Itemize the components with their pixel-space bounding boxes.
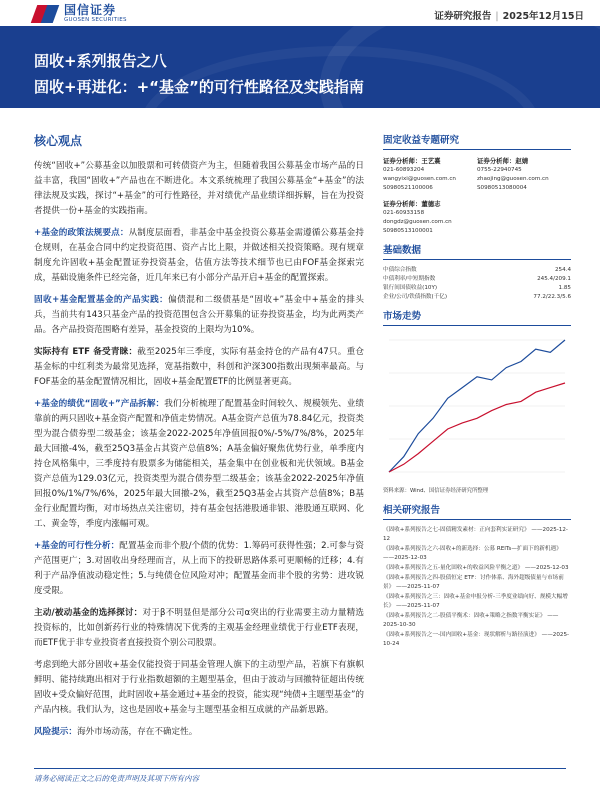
paragraph-intro: 传统“固收+”公募基金以加股票和可转债资产为主，但随着我国公募基金市场产品的日益丰富，我国“固收+”产品也在不断进化。本文系统梳理了我国公募基金“+基金”的法律法规及实践，探讨“+基金”的可行性路径，并对绩优产品业绩详细拆解，旨在为投资者提供一份+基金的实践指南。 — [34, 161, 364, 216]
related-link[interactable]: 《固收+系列报告之一-国内固收+基金：现状解析与路径演进》 ——2025-10-24 — [383, 632, 570, 647]
basic-data-title: 基础数据 — [383, 242, 571, 260]
section-title: 核心观点 — [34, 134, 83, 148]
analyst-email[interactable]: dongdz@guosen.com.cn — [383, 219, 452, 225]
logo-cn: 国信证券 — [64, 3, 117, 18]
paragraph-active-passive: 主动/被动基金的选择探讨：对于β不明显但是部分公司α突出的行业需要主动力量精选投资标的，比如创新药行业的特殊情况下优秀的主观基金经理业绩优于行业ETF表现，而ETF优于非专业投资者直接投资个别公司股票。 — [34, 608, 365, 648]
analyst-name: 证券分析师：董德志 — [383, 200, 441, 208]
footer-divider — [34, 768, 566, 769]
analyst-email[interactable]: zhaojing@guosen.com.cn — [477, 176, 549, 182]
basic-data-table — [383, 266, 571, 302]
title-banner — [0, 26, 600, 108]
paragraph-heading: 风险提示： — [34, 727, 77, 737]
table-row: 企业/公司/铁债指数(千亿) 77.2/22.3/5.6 — [383, 294, 571, 300]
market-trend-chart — [383, 332, 571, 482]
market-trend-title: 市场走势 — [383, 308, 571, 326]
paragraph-products: +基金的绩优“固收+”产品拆解：我们分析梳理了配置基金时间较久、规模领先、业绩靠前的两只固收+基金资产配置和净值走势情况。A基金资产总值为78.84亿元，投资类型为混合债券型二级基金；该基金2022-2025年净值回报0%/-5%/7%/8%，2025年最大回撤-4%，截至25Q3基金占其资产总值8%；A基金偏好聚焦优势行业，单季度内持仓风格集中，三季度持有股票多为储能相关，基金集中在创业板和光伏领域。B基金资产总值为129.03亿元，投资类型为混合债券型二级基金；该基金2022-2025年净值回报0%/1%/7%/6%，2025年最大回撤-2%，截至25Q3基金占其资产总值8%；B基金行业配置均衡，对市场热点关注密切，持有基金包括港股通非银、港股通互联网、化工、黄金等，季度内涨幅可观。 — [34, 399, 364, 529]
table-row: 中债利率/中短期指数 245.4/209.1 — [383, 276, 571, 282]
related-link[interactable]: 《固收+系列报告之二-股债平衡术：固收+策略之指数平衡实证》 ——2025-10-30 — [383, 613, 559, 628]
team-title: 固定收益专题研究 — [383, 132, 571, 150]
table-row: 银行间国债收益(10Y) 1.85 — [383, 285, 571, 291]
report-title: 固收+系列报告之八 — [34, 52, 167, 70]
related-link[interactable]: 《固收+系列报告之六-固收+的新选择：公募 REITs—扩面下的新机遇》 ——2025-12-03 — [383, 546, 562, 561]
table-row: 中债综合指数 254.4 — [383, 267, 571, 273]
analyst-cert: S0980513100001 — [383, 228, 433, 234]
logo-en: GUOSEN SECURITIES — [64, 17, 127, 24]
related-link[interactable]: 《固收+系列报告之五-量化固收+的收益风险平衡之道》 ——2025-12-03 — [383, 565, 569, 571]
analyst-email[interactable]: wangyixi@guosen.com.cn — [383, 176, 456, 182]
paragraph-heading: +基金的可行性分析： — [34, 541, 120, 551]
related-title: 相关研究报告 — [383, 502, 571, 520]
analyst-cert: S0980513080004 — [477, 185, 527, 191]
paragraph-risk: 风险提示：海外市场动荡，存在不确定性。 — [34, 727, 198, 737]
paragraph-feasibility: +基金的可行性分析：配置基金而非个股/个债的优势：1.筹码可获得性强；2.可参与资产范围更广；3.对固收出身经理而言，从上而下的投研思路体系可更顺畅的迁移；4.有利于产品净值波动稳定性；5.与纯债仓位风险对冲；配置基金而非个股的劣势：进攻锐度受限。 — [34, 541, 364, 596]
paragraph-heading: 主动/被动基金的选择探讨： — [34, 608, 143, 618]
related-link[interactable]: 《固收+系列报告之三：固收+基金申报分析-三季度业绩向好、规模大幅增长》 ——2025-11-07 — [383, 594, 568, 609]
chart-svg — [383, 332, 571, 482]
analyst-tel: 021-60933158 — [383, 210, 425, 216]
analyst-name: 证券分析师：王艺熹 — [383, 157, 441, 165]
analyst-list — [383, 156, 571, 242]
report-meta: 证券研究报告 | 2025年12月15日 — [434, 11, 584, 22]
chart-source: 资料来源：Wind、国信证券经济研究所整理 — [383, 488, 489, 494]
paragraph-policy: +基金的政策法规要点：从制度层面看，非基金中基金投资公募基金需遵循公募基金持仓规则，在基金合同中约定投资范围、资产占比上限，并做述相关投资策略。现有规章制度允许固收+基金配置证券投资基金，估值方法等技术细节也已由FOF基金探索完成，基础设施条件已经完备，近几年来已有小部分产品开启+基金的配置探索。 — [34, 228, 364, 283]
analyst-card — [383, 199, 477, 236]
logo — [34, 3, 127, 25]
paragraph-etf: 实际持有 ETF 备受青睐：截至2025年三季度，实际有基金持仓的产品有47只。重仓基金标的中红利类为最常见选择，宽基指数中，科创和沪深300指数出现频率最高。与FOF基金的基金配置情况相比，固收+基金配置ETF的比例显著更高。 — [34, 347, 364, 387]
analyst-name: 证券分析师：赵婧 — [477, 157, 529, 165]
paragraph-heading: 固收+基金配置基金的产品实践： — [34, 295, 169, 305]
analyst-card — [477, 156, 571, 193]
guosen-logo-icon — [34, 3, 58, 25]
paragraph-heading: +基金的绩优“固收+”产品拆解： — [34, 399, 165, 409]
sidebar — [383, 132, 571, 650]
paragraph-practice: 固收+基金配置基金的产品实践：偏债混和二级债基是“固收+”基金中+基金的排头兵，当前共有143只基金产品的投资范围包含公开募集的证券投资基金，均为此两类产品。各产品投资范围略有差异，基金投资的上限均为10%。 — [34, 295, 364, 335]
analyst-cert: S0980521100006 — [383, 185, 433, 191]
related-link[interactable]: 《固收+系列报告之四-股债恒定 ETF：讨作体系、海外超级债量与市场前景》 ——2025-11-07 — [383, 575, 564, 590]
analyst-tel: 0755-22940745 — [477, 167, 522, 173]
related-link[interactable]: 《固收+系列报告之七-固债精发素材：正向套利实证研究》 ——2025-12-12 — [383, 527, 568, 542]
paragraph-conclusion: 考虑到绝大部分固收+基金仅能投资于同基金管理人旗下的主动型产品，若旗下有旗帜鲜明、能持续跑出相对于行业指数超额的主题型基金，但由于波动与回撤特征超出传统固收+受众偏好范围，此时固收+基金通过+基金的投资，能实现“纯债+主题型基金”的产品内核。我们认为，这也是固收+基金与主题型基金相互成就的产品新思路。 — [34, 660, 364, 715]
paragraph-heading: +基金的政策法规要点： — [34, 228, 129, 238]
report-date: 2025年12月15日 — [502, 11, 584, 22]
footer-disclaimer: 请务必阅读正文之后的免责声明及其项下所有内容 — [34, 774, 199, 783]
analyst-tel: 021-60893204 — [383, 167, 425, 173]
main-content — [34, 132, 364, 747]
analyst-card — [383, 156, 477, 193]
paragraph-heading: 实际持有 ETF 备受青睐： — [34, 347, 138, 357]
chart-series-line-1 — [389, 383, 565, 472]
related-list — [383, 526, 571, 649]
report-type: 证券研究报告 — [434, 11, 492, 22]
report-subtitle: 固收+再进化：+“基金”的可行性路径及实践指南 — [34, 78, 364, 96]
